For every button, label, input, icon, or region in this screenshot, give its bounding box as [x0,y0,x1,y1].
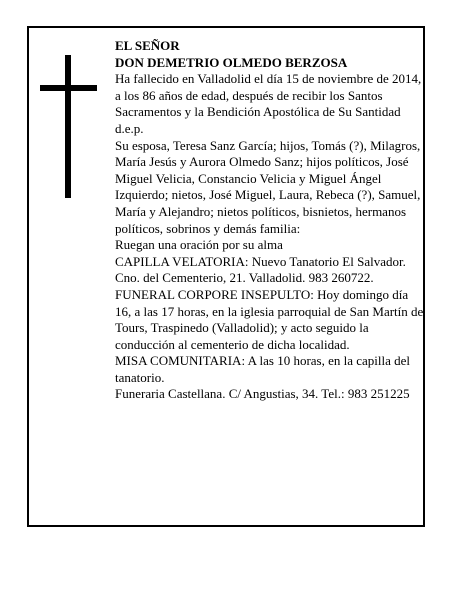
family-list: Su esposa, Teresa Sanz García; hijos, Tomás (?), Milagros, María Jesús y Aurora Olmedo Sanz; hijos políticos, José Miguel Velicia, Constancio Velicia y Miguel Ángel Izquierdo; nietos, José Miguel, Laura, Rebeca (?), Samuel, María y Alejandro; nietos políticos, bisnietos, hermanos políticos, sobrinos y demás familia: [115,137,421,236]
rest-in-peace: d.e.p. [115,120,144,136]
obituary-notice [27,26,425,527]
latin-cross-icon [40,55,97,198]
funeral-info: FUNERAL CORPORE INSEPULTO: Hoy domingo día 16, a las 17 horas, en la iglesia parroquial de San Martín de Tours, Traspinedo (Valladolid); y acto seguido la conducción al cementerio de dicha localidad. [115,286,424,352]
chapel-info: CAPILLA VELATORIA: Nuevo Tanatorio El Salvador. Cno. del Cementerio, 21. Valladolid. 983 260722. [115,253,406,286]
cross-vertical-bar [65,55,71,198]
prayer-request: Ruegan una oración por su alma [115,237,283,253]
mass-info: MISA COMUNITARIA: A las 10 horas, en la capilla del tanatorio. [115,353,411,385]
death-announcement: Ha fallecido en Valladolid el día 15 de noviembre de 2014, a los 86 años de edad, después de recibir los Santos Sacramentos y la Bendición Apostólica de Su Santidad [115,71,422,120]
cross-horizontal-bar [40,85,97,91]
notice-content [115,38,425,403]
funeral-home-info: Funeraria Castellana. C/ Angustias, 34. Tel.: 983 251225 [115,386,410,402]
deceased-name: DON DEMETRIO OLMEDO BERZOSA [115,54,348,70]
heading-title: EL SEÑOR [115,38,180,53]
